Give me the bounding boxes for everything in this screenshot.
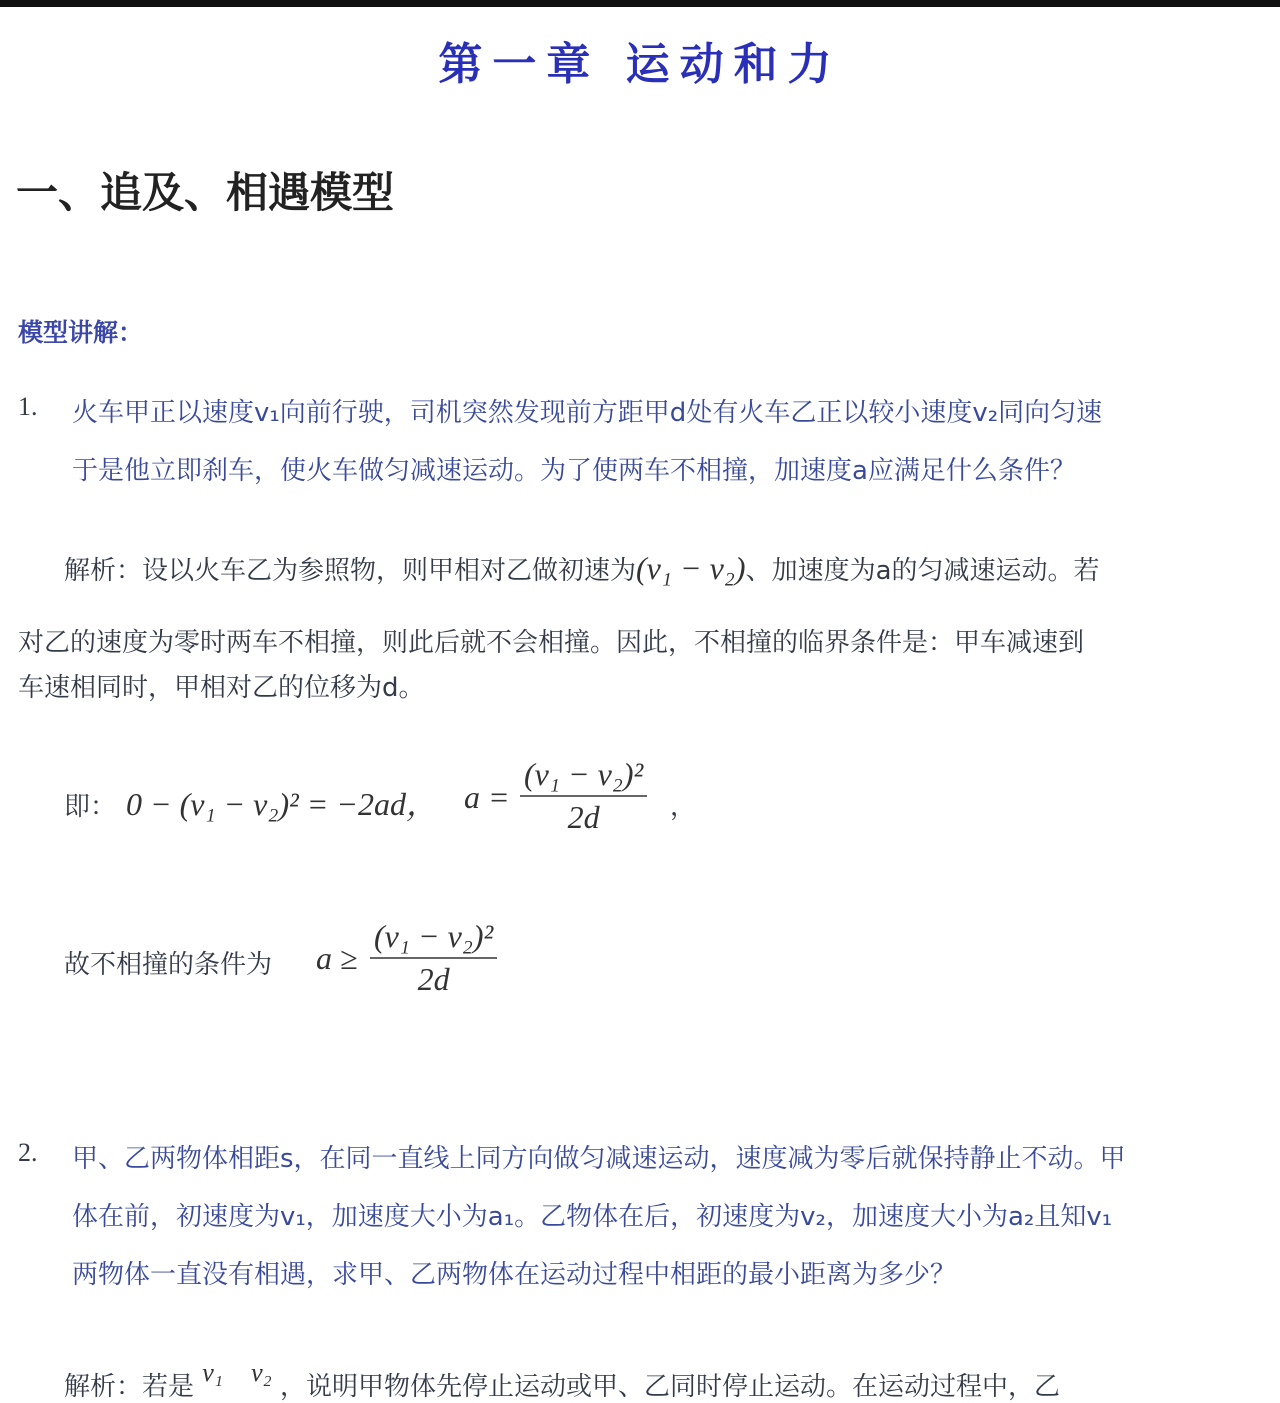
equation-fraction-bar xyxy=(520,795,647,797)
section-title: 一、追及、相遇模型 xyxy=(16,168,395,217)
problem-1-number: 1. xyxy=(18,392,38,421)
equation-fraction xyxy=(520,756,647,836)
problem-2-number: 2. xyxy=(18,1138,38,1167)
solution-1-text-a: 解析：设以火车乙为参照物，则甲相对乙做初速为 xyxy=(64,556,637,586)
cutoff-text-right: ，说明甲物体先停止运动或甲、乙同时停止运动。在运动过程中，乙 xyxy=(280,1372,1061,1402)
condition-denominator: 2d xyxy=(417,961,450,997)
solution-1-line-3: 车速相同时，甲相对乙的位移为d。 xyxy=(18,673,425,703)
condition-expr: a ≥ xyxy=(316,940,358,976)
equation-a: a = xyxy=(464,779,510,815)
solution-1-text-b: 、加速度为a的匀减速运动。若 xyxy=(745,556,1100,586)
equation-label: 即： xyxy=(64,792,117,822)
cutoff-line xyxy=(64,1358,1061,1403)
equation-denominator: 2d xyxy=(567,799,600,835)
problem-1-line-2: 于是他立即刹车，使火车做匀减速运动。为了使两车不相撞，加速度a应满足什么条件？ xyxy=(72,456,1076,486)
solution-1-relative-velocity: (v₁ − v₂) xyxy=(636,550,746,586)
cutoff-v1: v₁ xyxy=(202,1358,223,1387)
equation-comma: ， xyxy=(670,792,697,822)
condition-numerator: (v₁ − v₂)² xyxy=(374,918,494,954)
problem-1-line-1: 火车甲正以速度v₁向前行驶，司机突然发现前方距甲d处有火车乙正以较小速度v₂同向匀速 xyxy=(72,398,1103,428)
solution-1-line-2: 对乙的速度为零时两车不相撞，则此后就不会相撞。因此，不相撞的临界条件是：甲车减速到 xyxy=(18,628,1085,658)
condition-fraction xyxy=(370,918,497,998)
condition-fraction-bar xyxy=(370,957,497,959)
problem-2-line-2: 体在前，初速度为v₁，加速度大小为a₁。乙物体在后，初速度为v₂，加速度大小为a₂且知v₁ xyxy=(72,1202,1113,1232)
solution-1-line-1 xyxy=(64,550,1100,587)
condition-label: 故不相撞的条件为 xyxy=(64,950,273,980)
equation-left: 0 − (v₁ − v₂)² = −2ad， xyxy=(126,786,438,822)
problem-2-line-3: 两物体一直没有相遇，求甲、乙两物体在运动过程中相距的最小距离为多少？ xyxy=(72,1260,957,1290)
chapter-title: 第一章 运动和力 xyxy=(438,39,842,90)
problem-2-line-1: 甲、乙两物体相距s，在同一直线上同方向做匀减速运动，速度减为零后就保持静止不动。甲 xyxy=(72,1144,1126,1174)
top-border xyxy=(0,0,1280,7)
equation-numerator: (v₁ − v₂)² xyxy=(524,756,644,792)
cutoff-v2: v₂ xyxy=(251,1358,272,1387)
subheading: 模型讲解： xyxy=(18,318,144,347)
cutoff-text-left: 解析：若是 xyxy=(64,1372,195,1402)
